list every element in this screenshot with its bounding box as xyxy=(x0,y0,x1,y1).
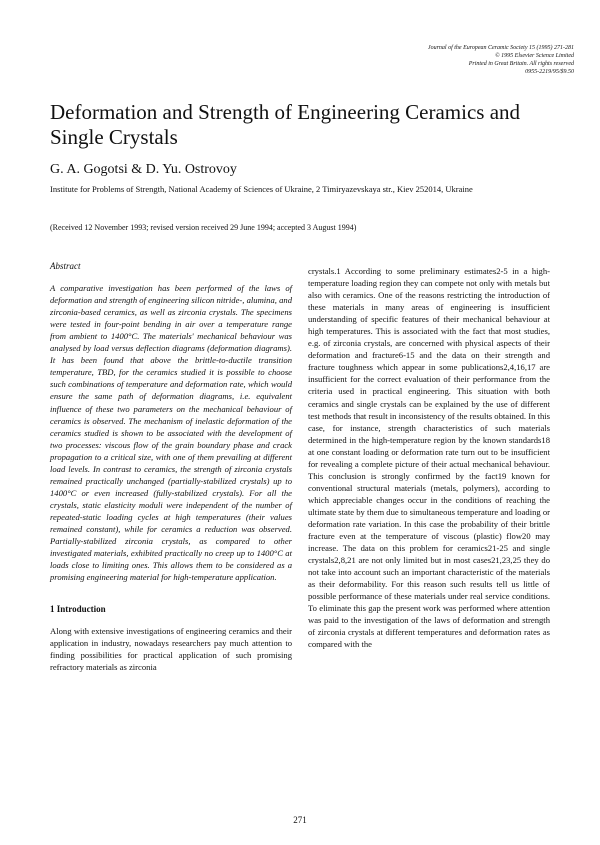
paper-title: Deformation and Strength of Engineering Ceramics and Single Crystals xyxy=(50,100,521,149)
introduction-body-right: crystals.1 According to some preliminary estimates2-5 in a high-temperature loading region they can compete not only with metals but also with ceramics. One of the reasons restricting the introduction of these materials in many areas of engineering is insufficient understanding of specific features of their mechanical behaviour at high temperatures. This is associated with the fact that most studies, e.g. of zirconia crystals, are concerned with physical aspects of their deformation and fracture6-15 and the data on their strength and fracture toughness which appear in some publications2,4,16,17 are insufficient for the correct evaluation of their performance from the criteria used in practical engineering. This situation with both ceramics and single crystals can be explained by the use of different test methods that result in inconsistency of the results obtained. In this case, for instance, strength characteristics of such materials determined in the high-temperature region by the known standards18 at one constant loading or deformation rate turn out to be insufficient for revealing a complete picture of their actual mechanical behaviour. This conclusion is strongly confirmed by the fact19 known for conventional structural materials (metals, polymers), according to which appreciable changes occur in the conditions of reaching the ultimate state by them due to simultaneous temperature and loading or deformation rate variation. In this case the probability of their brittle fracture even at the temperature of viscous (plastic) flow20 may increase. The data on this problem for ceramics21-25 and single crystals2,8,21 are not only limited but in most cases21,23,25 they do not take into account such an important characteristic of the materials as their deformability. For this reason such results tell us little of possible performance of these materials under real service conditions. To eliminate this gap the present work was performed where attention was paid to the investigation of the laws of deformation and strength of zirconia crystals at different temperatures and deformation rates as compared with the xyxy=(308,266,550,650)
authors: G. A. Gogotsi & D. Yu. Ostrovoy xyxy=(50,162,237,177)
introduction-body-left: Along with extensive investigations of engineering ceramics and their application in industry, nowadays researchers pay much attention to finding possibilities for practical application of such promising refractory materials as zirconia xyxy=(50,626,292,673)
page-number: 271 xyxy=(293,815,307,825)
received-dates: (Received 12 November 1993; revised version received 29 June 1994; accepted 3 August 1994) xyxy=(50,223,357,232)
affiliation: Institute for Problems of Strength, National Academy of Sciences of Ukraine, 2 Timiryazevskaya str., Kiev 252014, Ukraine xyxy=(50,184,473,194)
journal-citation xyxy=(364,44,574,76)
introduction-heading: 1 Introduction xyxy=(50,604,106,615)
abstract-body: A comparative investigation has been performed of the laws of deformation and strength of engineering silicon nitride-, alumina, and zirconia-based ceramics, as well as zirconia crystals. The specimens were tested in four-point bending in air over a temperature range from ambient to 1400°C. The materials' mechanical behaviour was analysed by load versus deflection diagrams (deformation diagrams). It has been found that above the brittle-to-ductile transition temperature, TBD, for the ceramics studied it is possible to choose such combinations of temperature and deformation rate, which would ensure the same path of deformation diagrams, i.e. equivalent influence of these two parameters on the mechanical behaviour of ceramics is observed. The mechanism of inelastic deformation of the ceramics studied is shown to be associated with the development of two processes: viscous flow of the grain boundary phase and crack propagation to a critical size, with one of them prevailing at different load levels. In contrast to ceramics, the strength of zirconia crystals remained practically unchanged (partially-stabilized crystals) up to 1400°C or even increased (fully-stabilized crystals). For all the crystals, static elasticity moduli were independent of the number of repeated-static loading cycles at high temperatures (their values remained constant), while for ceramics a reduction was observed. Partially-stabilized zirconia crystals, as compared to other investigated materials, exhibited practically no creep up to 1400°C at loads close to limiting ones. This allows them to be considered as a promising engineering material for high-temperature application. xyxy=(50,283,292,583)
journal-line-3: Printed in Great Britain. All rights reserved xyxy=(468,61,574,67)
abstract-heading: Abstract xyxy=(50,261,81,271)
journal-line-4: 0955-2219/95/$9.50 xyxy=(525,69,574,75)
left-column xyxy=(50,260,292,673)
right-column xyxy=(308,265,550,651)
journal-line-2: © 1995 Elsevier Science Limited xyxy=(495,53,574,59)
journal-line-1: Journal of the European Ceramic Society 15 (1995) 271-281 xyxy=(427,45,574,51)
